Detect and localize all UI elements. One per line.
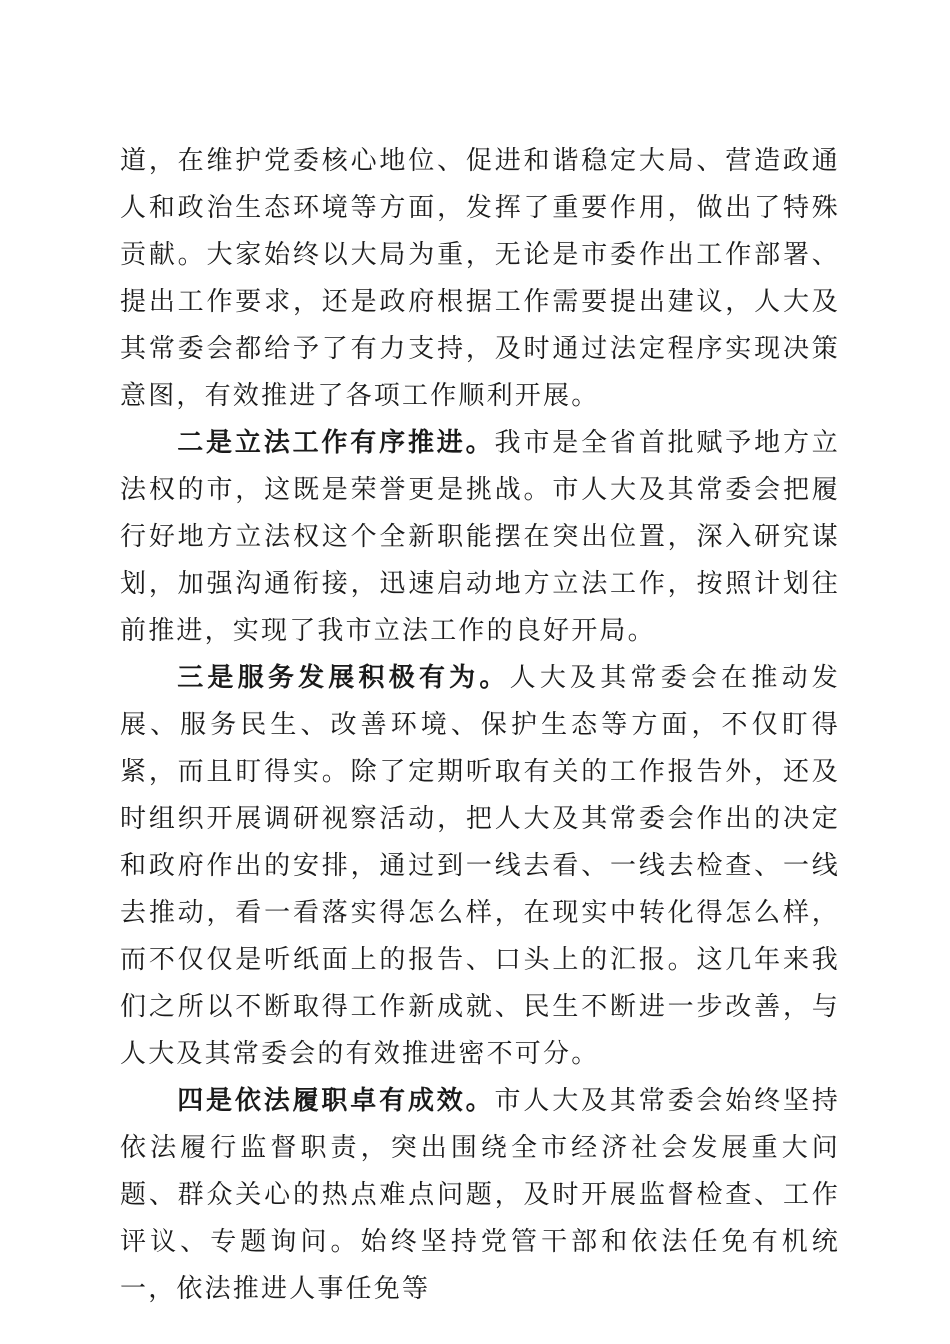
document-body [120,138,840,1313]
paragraph-service-development [120,655,840,1078]
paragraph-lead: 四是依法履职卓有成效。 [177,1086,495,1116]
paragraph-continuation [120,138,840,420]
paragraph-legislation [120,420,840,655]
paragraph-text: 人大及其常委会在推动发展、服务民生、改善环境、保护生态等方面，不仅盯得紧，而且盯得实。除了定期听取有关的工作报告外，还及时组织开展调研视察活动，把人大及其常委会作出的决定和政府作出的安排，通过到一线去看、一线去检查、一线去推动，看一看落实得怎么样，在现实中转化得怎么样，而不仅仅是听纸面上的报告、口头上的汇报。这几年来我们之所以不断取得工作新成就、民生不断进一步改善，与人大及其常委会的有效推进密不可分。 [120,663,841,1069]
paragraph-lead: 三是服务发展积极有为。 [177,663,510,693]
paragraph-text: 市人大及其常委会始终坚持依法履行监督职责，突出围绕全市经济社会发展重大问题、群众关心的热点难点问题，及时开展监督检查、工作评议、专题询问。始终坚持党管干部和依法任免有机统一，依法推进人事任免等 [120,1086,841,1304]
paragraph-text: 道，在维护党委核心地位、促进和谐稳定大局、营造政通人和政治生态环境等方面，发挥了重要作用，做出了特殊贡献。大家始终以大局为重，无论是市委作出工作部署、提出工作要求，还是政府根据工作需要提出建议，人大及其常委会都给予了有力支持，及时通过法定程序实现决策意图，有效推进了各项工作顺利开展。 [120,146,840,411]
paragraph-lead: 二是立法工作有序推进。 [177,428,495,458]
paragraph-lawful-duty [120,1078,840,1313]
paragraph-text: 我市是全省首批赋予地方立法权的市，这既是荣誉更是挑战。市人大及其常委会把履行好地方立法权这个全新职能摆在突出位置，深入研究谋划，加强沟通衔接，迅速启动地方立法工作，按照计划往前推进，实现了我市立法工作的良好开局。 [120,428,841,646]
